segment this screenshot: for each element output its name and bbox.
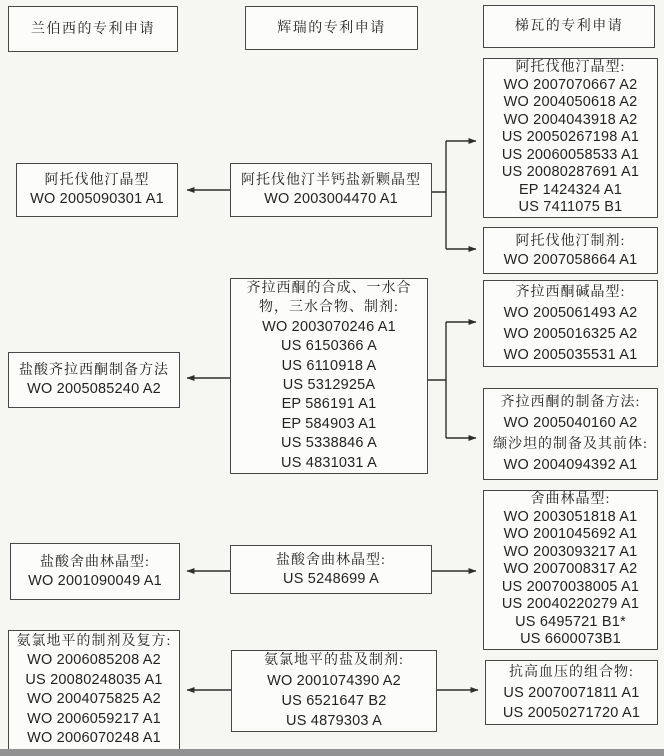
patent-number: WO 2007070667 A2 <box>503 76 638 93</box>
patent-number: WO 2005090301 A1 <box>30 191 164 207</box>
patent-number: US 20060058533 A1 <box>501 146 640 163</box>
patent-number: EP 1424324 A1 <box>518 181 623 198</box>
patent-number: US 20070038005 A1 <box>501 578 640 595</box>
box-title: 物，三水合物、制剂: <box>259 300 399 316</box>
patent-number: US 6495721 B1* <box>515 613 626 630</box>
box-title: 氨氯地平的制剂及复方: <box>16 633 172 649</box>
ranbaxy-sertraline-box <box>10 543 180 600</box>
patent-number: EP 586191 A1 <box>281 396 377 413</box>
teva-antihypertensive-box <box>485 660 658 725</box>
patent-number: WO 2004043918 A2 <box>503 111 638 128</box>
header-pfizer-label: 辉瑞的专利申请 <box>277 20 386 36</box>
teva-ziprasidone-process-box <box>483 388 658 480</box>
patent-number: WO 2006059217 A1 <box>27 710 161 727</box>
patent-number: WO 2007058664 A1 <box>503 251 638 268</box>
box-title: 抗高血压的组合物: <box>509 664 634 680</box>
box-title: 盐酸舍曲林晶型: <box>276 552 386 568</box>
patent-number: WO 2001045692 A1 <box>503 526 638 543</box>
patent-number: US 6600073B1 <box>520 631 621 648</box>
patent-number: WO 2004050618 A2 <box>503 94 638 111</box>
patent-number: US 20050271720 A1 <box>502 704 641 721</box>
pfizer-ziprasidone-box <box>230 278 428 474</box>
patent-number: US 5248699 A <box>283 570 379 587</box>
patent-number: US 5338846 A <box>281 435 377 452</box>
patent-number: EP 584903 A1 <box>281 415 377 432</box>
teva-ziprasidone-base-box <box>483 280 658 367</box>
box-title: 齐拉西酮的合成、一水合 <box>246 280 412 296</box>
patent-number: US 20050267198 A1 <box>501 129 640 146</box>
patent-number: WO 2005016325 A2 <box>503 325 638 342</box>
box-title: 舍曲林晶型: <box>530 492 611 508</box>
patent-number: WO 2005085240 A2 <box>27 381 161 397</box>
header-pfizer <box>245 6 418 50</box>
header-teva-label: 梯瓦的专利申请 <box>514 19 624 34</box>
patent-number: US 6110918 A <box>281 357 377 374</box>
patent-number: WO 2005035531 A1 <box>503 346 638 363</box>
patent-number: US 6150366 A <box>281 338 377 355</box>
patent-number: US 7411075 B1 <box>518 199 623 216</box>
patent-number: WO 2003093217 A1 <box>503 543 638 560</box>
header-ranbaxy <box>8 6 178 52</box>
patent-number: US 4831031 A <box>281 454 377 471</box>
box-title: 阿托伐他汀制剂: <box>515 233 626 249</box>
scan-artifact-bar <box>0 749 664 756</box>
box-title: 缬沙坦的制备及其前体: <box>493 437 648 452</box>
patent-number: US 20080248035 A1 <box>25 671 163 688</box>
box-title: 阿托伐他汀半钙盐新颗晶型 <box>241 173 421 188</box>
teva-sertraline-box <box>483 490 658 650</box>
box-title: 齐拉西酮碱晶型: <box>515 284 626 300</box>
patent-number: WO 2005061493 A2 <box>503 304 638 321</box>
teva-atorvastatin-crystal-box <box>483 58 658 218</box>
patent-number: WO 2003004470 A1 <box>264 191 398 207</box>
box-title: 阿托伐他汀晶型 <box>44 173 150 188</box>
patent-number: US 6521647 B2 <box>281 693 387 709</box>
pfizer-amlodipine-box <box>231 650 437 732</box>
patent-number: US 20080287691 A1 <box>501 164 640 181</box>
teva-atorvastatin-formulation-box <box>483 227 658 274</box>
patent-number: WO 2004075825 A2 <box>27 691 161 707</box>
ranbaxy-amlodipine-box <box>8 630 180 750</box>
patent-number: US 5312925A <box>282 377 376 393</box>
box-title: 盐酸舍曲林晶型: <box>40 554 150 570</box>
patent-number: US 20070071811 A1 <box>503 684 640 701</box>
patent-number: WO 2001090049 A1 <box>28 572 162 589</box>
patent-number: WO 2004094392 A1 <box>503 457 638 473</box>
patent-number: WO 2003070246 A1 <box>262 318 396 335</box>
box-title: 盐酸齐拉西酮制备方法 <box>19 363 169 378</box>
header-teva <box>483 5 655 48</box>
patent-number: WO 2003051818 A1 <box>503 508 638 525</box>
pfizer-sertraline-box <box>230 545 432 594</box>
box-title: 氨氯地平的盐及制剂: <box>264 653 404 668</box>
box-title: 阿托伐他汀晶型: <box>515 60 626 76</box>
header-ranbaxy-label: 兰伯西的专利申请 <box>31 21 155 37</box>
patent-number: WO 2001074390 A2 <box>267 673 401 689</box>
ranbaxy-ziprasidone-box <box>8 352 180 408</box>
patent-number: US 20040220279 A1 <box>501 596 640 613</box>
patent-number: US 4879303 A <box>286 713 382 729</box>
pfizer-atorvastatin-box <box>230 163 432 217</box>
ranbaxy-atorvastatin-box <box>16 163 178 217</box>
box-title: 齐拉西酮的制备方法: <box>500 395 641 410</box>
patent-number: WO 2006085208 A2 <box>27 652 161 668</box>
patent-number: WO 2007008317 A2 <box>503 561 638 578</box>
patent-number: WO 2005040160 A2 <box>503 415 638 431</box>
patent-number: WO 2006070248 A1 <box>27 730 161 746</box>
branch-pfizer-atorvastatin <box>431 141 446 249</box>
branch-pfizer-ziprasidone <box>428 322 446 438</box>
